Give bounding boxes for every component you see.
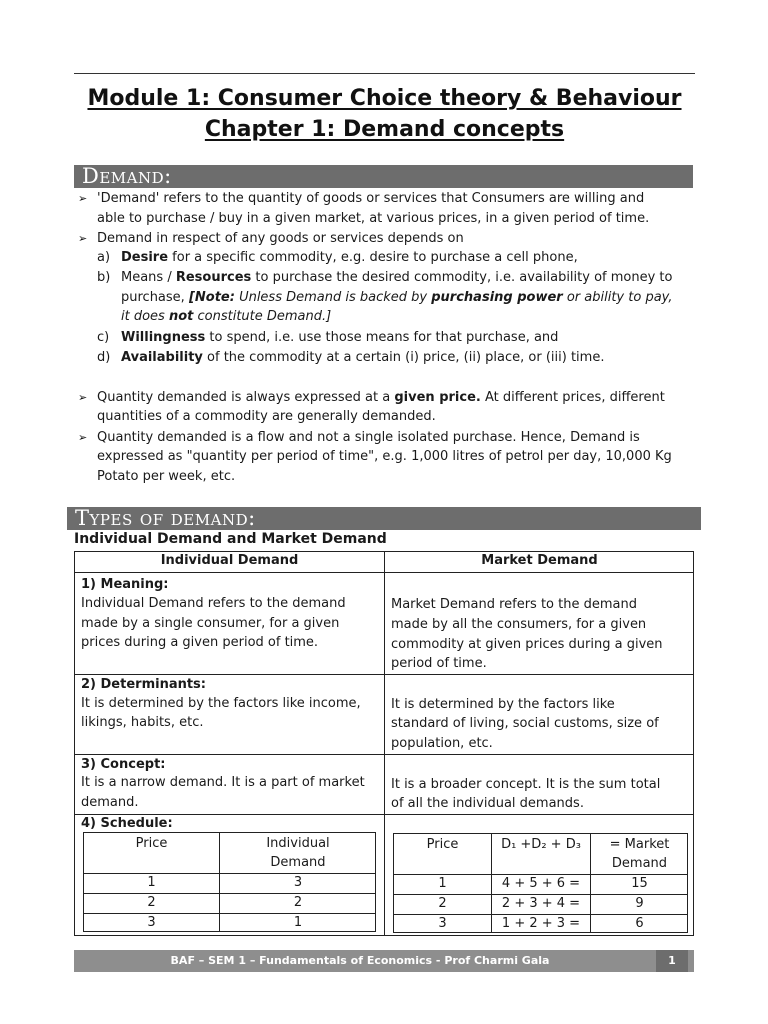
types-heading: Types of demand:	[67, 507, 701, 530]
meaning-label	[81, 575, 169, 595]
determinants-label-text: 2) Determinants:	[81, 677, 206, 692]
bullet-1-line-1: 'Demand' refers to the quantity of goods or services that Consumers are willing and	[97, 191, 645, 206]
market-price-cell: 3	[438, 916, 447, 931]
bullet-3-pre: Quantity demanded is always expressed at a	[97, 390, 395, 405]
individual-price-header: Price	[135, 836, 168, 851]
bullet-4-line-2: expressed as "quantity per period of time", e.g. 1,000 litres of petrol per day, 10,000 Kg	[97, 449, 672, 464]
comparison-table	[74, 551, 694, 936]
concept-label	[81, 755, 165, 775]
item-d-text	[121, 348, 604, 368]
chapter-title: Chapter 1: Demand concepts	[204, 117, 565, 142]
individual-demand-header-1: Individual	[266, 836, 330, 851]
individual-demand-cell: 3	[293, 875, 303, 890]
meaning-market-2: made by all the consumers, for a given	[391, 617, 647, 632]
bullet-3-bold: given price.	[394, 390, 481, 405]
item-b-label: b)	[97, 270, 111, 285]
arrowhead-bullet-icon: ➢	[78, 431, 88, 444]
market-demand-cell: 9	[635, 896, 644, 911]
market-schedule-table	[393, 833, 688, 933]
item-b-line-1	[121, 268, 672, 288]
item-b-rest: to purchase the desired commodity, i.e. availability of money to	[251, 270, 673, 285]
item-d-label: d)	[97, 350, 111, 365]
determinants-market-1: It is determined by the factors like	[391, 697, 615, 712]
concept-individual-1: It is a narrow demand. It is a part of market	[81, 775, 365, 790]
item-b-bold: Resources	[175, 270, 252, 285]
market-demand-header-2: Demand	[611, 856, 668, 871]
item-b-pre: Means /	[121, 270, 176, 285]
concept-market-2: of all the individual demands.	[391, 796, 584, 811]
item-c-label: c)	[97, 330, 110, 345]
individual-demand-header-2: Demand	[270, 855, 326, 870]
bullet-2-line-1: Demand in respect of any goods or services depends on	[97, 231, 464, 246]
item-b-note-text: Unless Demand is backed by	[234, 290, 432, 305]
item-b-note-tail: or ability to pay,	[562, 290, 673, 305]
schedule-label	[81, 814, 173, 834]
market-demand-header-1: = Market	[609, 837, 670, 852]
individual-demand-cell: 1	[293, 915, 303, 930]
individual-schedule-table	[83, 832, 376, 932]
item-b-line3-rest: constitute Demand.]	[193, 309, 332, 324]
item-a-bold: Desire	[121, 250, 169, 265]
page-footer	[74, 950, 694, 972]
item-b-line-3	[121, 307, 331, 327]
item-b-line-2	[121, 288, 672, 308]
market-sum-cell: 2 + 3 + 4 =	[501, 896, 581, 911]
bullet-3-line-1	[97, 388, 665, 408]
individual-price-cell: 3	[147, 915, 156, 930]
footer-text: BAF – SEM 1 – Fundamentals of Economics - Prof Charmi Gala	[170, 954, 550, 967]
arrowhead-bullet-icon: ➢	[78, 391, 88, 404]
meaning-market-1: Market Demand refers to the demand	[391, 597, 637, 612]
market-sum-cell: 1 + 2 + 3 =	[501, 916, 581, 931]
market-sum-cell: 4 + 5 + 6 =	[501, 876, 581, 891]
arrowhead-bullet-icon: ➢	[78, 192, 88, 205]
item-c-text	[121, 328, 558, 348]
item-b-note-bold: purchasing power	[431, 290, 563, 305]
market-demand-cell: 6	[635, 916, 644, 931]
item-b-line3-bold: not	[168, 309, 194, 324]
meaning-market-3: commodity at given prices during a given	[391, 637, 663, 652]
schedule-label-text: 4) Schedule:	[81, 816, 173, 831]
individual-demand-cell: 2	[293, 895, 303, 910]
meaning-market-4: period of time.	[391, 656, 487, 671]
bullet-3-line-2: quantities of a commodity are generally demanded.	[97, 409, 436, 424]
item-c-rest: to spend, i.e. use those means for that purchase, and	[205, 330, 559, 345]
determinants-market-3: population, etc.	[391, 736, 493, 751]
item-a-label: a)	[97, 250, 111, 265]
item-a-rest: for a specific commodity, e.g. desire to purchase a cell phone,	[168, 250, 578, 265]
determinants-individual-2: likings, habits, etc.	[81, 715, 204, 730]
meaning-individual-3: prices during a given period of time.	[81, 635, 319, 650]
determinants-individual-1: It is determined by the factors like income,	[81, 696, 361, 711]
determinants-market-2: standard of living, social customs, size of	[391, 716, 659, 731]
bullet-3-rest: At different prices, different	[480, 390, 665, 405]
concept-label-text: 3) Concept:	[81, 757, 166, 772]
individual-price-cell: 2	[147, 895, 156, 910]
market-sum-header: D₁ +D₂ + D₃	[501, 837, 581, 852]
item-d-rest: of the commodity at a certain (i) price, (ii) place, or (iii) time.	[202, 350, 605, 365]
bullet-4-line-1: Quantity demanded is a flow and not a single isolated purchase. Hence, Demand is	[97, 430, 640, 445]
page-number: 1	[656, 950, 688, 972]
meaning-individual-2: made by a single consumer, for a given	[81, 616, 340, 631]
bullet-4-line-3: Potato per week, etc.	[97, 469, 236, 484]
header-market: Market Demand	[481, 553, 598, 568]
market-price-header: Price	[426, 837, 459, 852]
market-price-cell: 2	[438, 896, 447, 911]
item-b-line3-pre: it does	[121, 309, 169, 324]
item-a-text	[121, 248, 578, 268]
bullet-1-line-2: able to purchase / buy in a given market, at various prices, in a given period of time.	[97, 211, 650, 226]
market-price-cell: 1	[438, 876, 447, 891]
row-divider	[75, 572, 693, 573]
row-divider	[75, 754, 693, 755]
item-b-note-label: [Note:	[188, 290, 235, 305]
types-subheading: Individual Demand and Market Demand	[74, 531, 387, 547]
determinants-label	[81, 675, 206, 695]
item-d-bold: Availability	[121, 350, 203, 365]
top-rule	[74, 73, 695, 74]
module-title: Module 1: Consumer Choice theory & Behaviour	[87, 86, 682, 111]
meaning-individual-1: Individual Demand refers to the demand	[81, 596, 346, 611]
header-individual: Individual Demand	[160, 553, 299, 568]
market-demand-cell: 15	[631, 876, 648, 891]
concept-individual-2: demand.	[81, 795, 139, 810]
meaning-label-text: 1) Meaning:	[81, 577, 169, 592]
item-b-line2-pre: purchase,	[121, 290, 189, 305]
arrowhead-bullet-icon: ➢	[78, 232, 88, 245]
concept-market-1: It is a broader concept. It is the sum total	[391, 777, 661, 792]
item-c-bold: Willingness	[121, 330, 206, 345]
individual-price-cell: 1	[147, 875, 156, 890]
column-divider	[384, 552, 385, 935]
demand-heading: Demand:	[74, 165, 693, 188]
